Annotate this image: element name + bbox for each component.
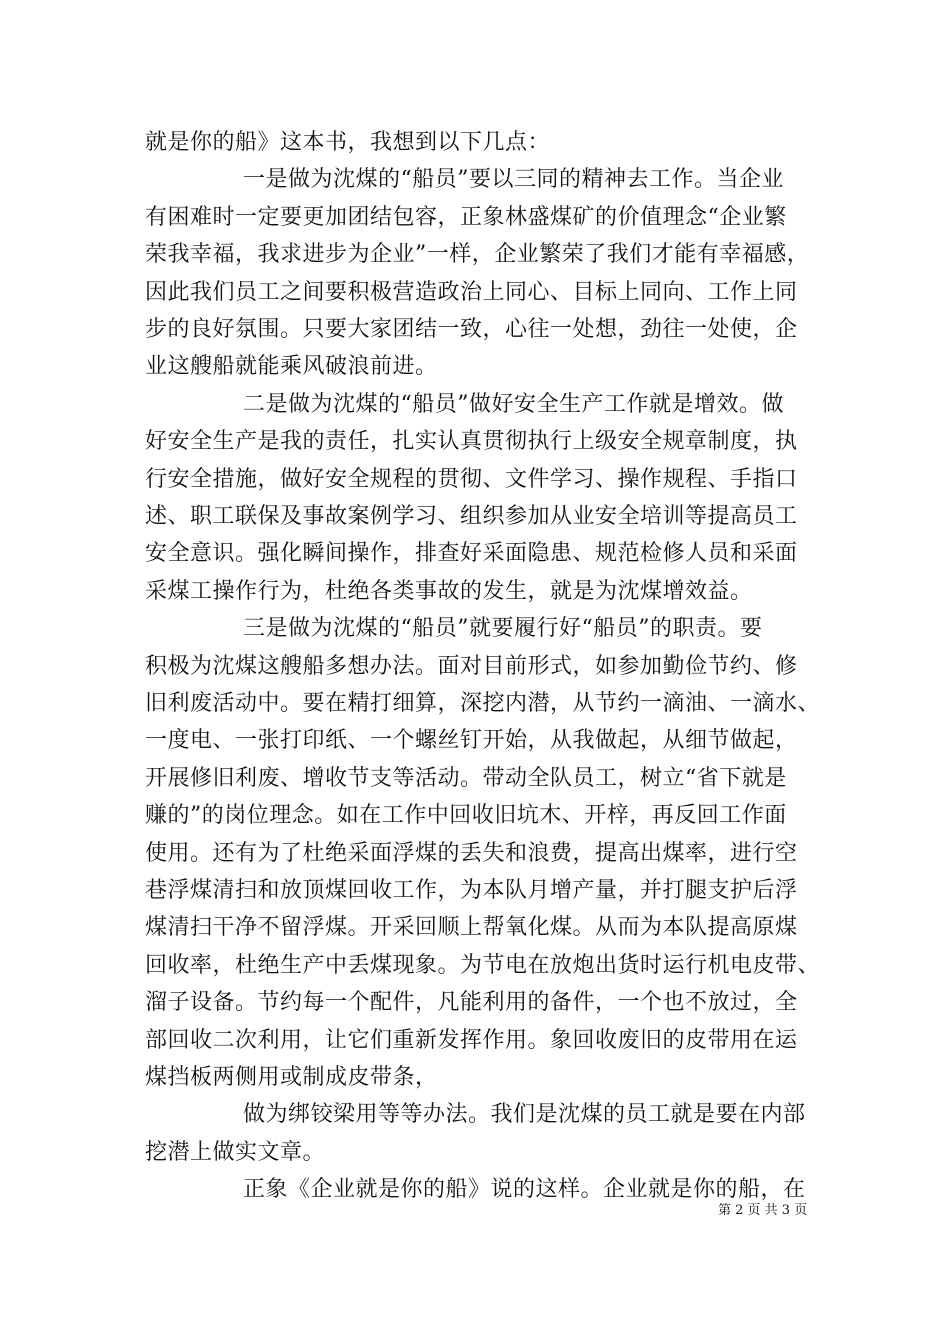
text-line: 述、职工联保及事故案例学习、组织参加从业安全培训等提高员工 <box>145 504 798 529</box>
text-line: 回收率，杜绝生产中丢煤现象。为节电在放炮出货时运行机电皮带、 <box>145 953 821 978</box>
text-line: 做为绑铰梁用等等办法。我们是沈煤的员工就是要在内部 <box>243 1102 806 1127</box>
text-line: 有困难时一定要更加团结包容，正象林盛煤矿的价值理念“企业繁 <box>145 205 787 230</box>
text-line: 三是做为沈煤的“船员”就要履行好“船员”的职责。要 <box>243 616 763 641</box>
text-line: 煤挡板两侧用或制成皮带条， <box>145 1065 438 1090</box>
text-line: 旧利废活动中。要在精打细算，深挖内潜，从节约一滴油、一滴水、 <box>145 691 821 716</box>
text-line: 赚的”的岗位理念。如在工作中回收旧坑木、开梓，再反回工作面 <box>145 803 787 828</box>
text-line: 一是做为沈煤的“船员”要以三同的精神去工作。当企业 <box>243 167 784 192</box>
text-line: 业这艘船就能乘风破浪前进。 <box>145 354 438 379</box>
text-line: 二是做为沈煤的“船员”做好安全生产工作就是增效。做 <box>243 392 784 417</box>
text-line: 积极为沈煤这艘船多想办法。面对目前形式，如参加勤俭节约、修 <box>145 654 798 679</box>
text-line: 采煤工操作行为，杜绝各类事故的发生，就是为沈煤增效益。 <box>145 579 753 604</box>
text-line: 步的良好氛围。只要大家团结一致，心往一处想，劲往一处使，企 <box>145 317 798 342</box>
text-line: 煤清扫干净不留浮煤。开采回顺上帮氧化煤。从而为本队提高原煤 <box>145 915 798 940</box>
text-line: 巷浮煤清扫和放顶煤回收工作，为本队月增产量，并打腿支护后浮 <box>145 878 798 903</box>
text-line: 正象《企业就是你的船》说的这样。企业就是你的船，在 <box>243 1177 806 1202</box>
text-line: 挖潜上做实文章。 <box>145 1140 326 1165</box>
text-line: 因此我们员工之间要积极营造政治上同心、目标上同向、工作上同 <box>145 280 798 305</box>
text-line: 使用。还有为了杜绝采面浮煤的丢失和浪费，提高出煤率，进行空 <box>145 841 798 866</box>
text-line: 开展修旧利废、增收节支等活动。带动全队员工，树立“省下就是 <box>145 766 787 791</box>
text-line: 部回收二次利用，让它们重新发挥作用。象回收废旧的皮带用在运 <box>145 1028 798 1053</box>
text-line: 好安全生产是我的责任，扎实认真贯彻执行上级安全规章制度，执 <box>145 429 798 454</box>
text-line: 溜子设备。节约每一个配件，凡能利用的备件，一个也不放过，全 <box>145 990 798 1015</box>
page-number: 第 2 页 共 3 页 <box>718 1203 808 1218</box>
text-line: 荣我幸福，我求进步为企业”一样，企业繁荣了我们才能有幸福感， <box>145 242 810 267</box>
text-line: 行安全措施，做好安全规程的贯彻、文件学习、操作规程、手指口 <box>145 467 798 492</box>
text-line: 就是你的船》这本书，我想到以下几点： <box>145 130 551 155</box>
text-line: 一度电、一张打印纸、一个螺丝钉开始，从我做起，从细节做起， <box>145 728 798 753</box>
text-line: 安全意识。强化瞬间操作，排查好采面隐患、规范检修人员和采面 <box>145 541 798 566</box>
